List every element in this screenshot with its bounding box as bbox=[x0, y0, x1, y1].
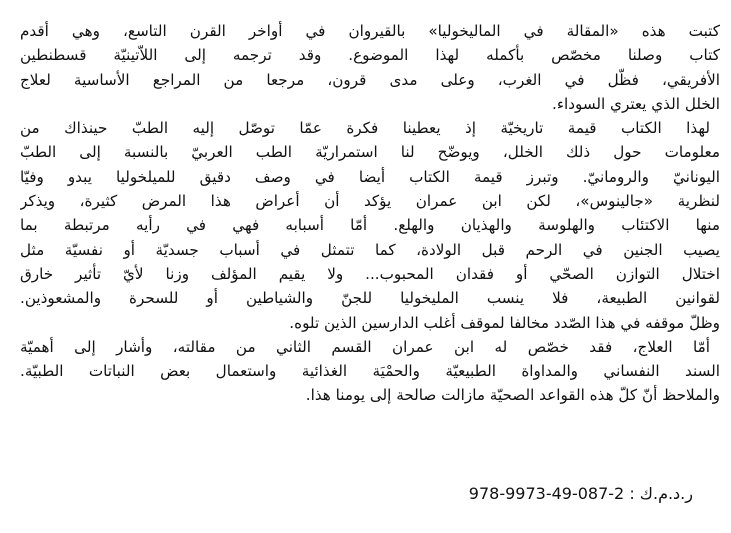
text-line: لنظرية «جالينوس»، لكن ابن عمران يؤكد أن أعراض هذا المرض كثيرة، ويذكر bbox=[20, 192, 720, 211]
text-line: السند النفساني والمداواة الطبيعيّة والحمْيَة الغذائية واستعمال بعض النباتات الطبيّة. bbox=[20, 362, 720, 381]
text-line: أمّا العلاج، فقد خصّص له ابن عمران القسم الثاني من مقالته، وأشار إلى أهميّة bbox=[20, 337, 710, 356]
text-line: وظلّ موقفه في هذا الصّدد مخالفا لموقف أغلب الدارسين الذين تلوه. bbox=[289, 313, 720, 332]
text-line: الأفريقي، فظّل في الغرب، وعلى مدى قرون، مرجعا من المراجع الأساسية لعلاج bbox=[20, 70, 720, 89]
paragraph-3 bbox=[20, 335, 720, 408]
text-line: كتبت هذه «المقالة في الماليخوليا» بالقيروان في أواخر القرن التاسع، وهي أقدم bbox=[20, 22, 720, 40]
text-line: منها الاكتئاب والهلوسة والهذيان والهلع. أمّا أسبابه فهي في رأيه مرتبطة بما bbox=[20, 216, 720, 235]
text-line: الخلل الذي يعتري السوداء. bbox=[552, 94, 720, 113]
text-line: يصيب الجنين في الرحم قبل الولادة، كما تتمثل في أسباب جسديّة أو نفسيّة مثل bbox=[20, 240, 720, 259]
text-line: لهذا الكتاب قيمة تاريخيّة إذ يعطينا فكرة عمّا توصّل إليه الطبّ حينذاك من bbox=[20, 119, 710, 138]
text-line: لقوانين الطبيعة، فلا ينسب المليخوليا للجنّ والشياطين أو للسحرة والمشعوذين. bbox=[20, 289, 720, 308]
paragraph-1 bbox=[20, 19, 720, 116]
text-line: والملاحظ أنّ كلّ هذه القواعد الصحيّة مازالت صالحة إلى يومنا هذا. bbox=[305, 386, 720, 405]
paragraph-2 bbox=[20, 116, 720, 335]
text-line: كتاب وصلنا مخصّص بأكمله لهذا الموضوع. وقد ترجمه إلى اللاّتينيّة قسطنطين bbox=[20, 46, 720, 65]
body-text bbox=[20, 19, 720, 408]
isbn-number: 978-9973-49-087-2 bbox=[468, 484, 625, 503]
text-line: اليونانيّ والرومانيّ. وتبرز قيمة الكتاب أيضا في وصف دقيق للميلخوليا يبدو وفيّا bbox=[20, 167, 720, 186]
text-line: معلومات حول ذلك الخلل، ويوضّح لنا استمراريّة الطب العربيّ بالنسبة إلى الطبّ bbox=[20, 143, 720, 162]
isbn-prefix: ر.د.م.ك : bbox=[629, 484, 693, 503]
isbn-line bbox=[469, 484, 693, 503]
text-line: اختلال التوازن الصحّي أو فقدان المحبوب... ولا يقيم المؤلف وزنا لأيّ تأثير خارق bbox=[20, 264, 720, 283]
